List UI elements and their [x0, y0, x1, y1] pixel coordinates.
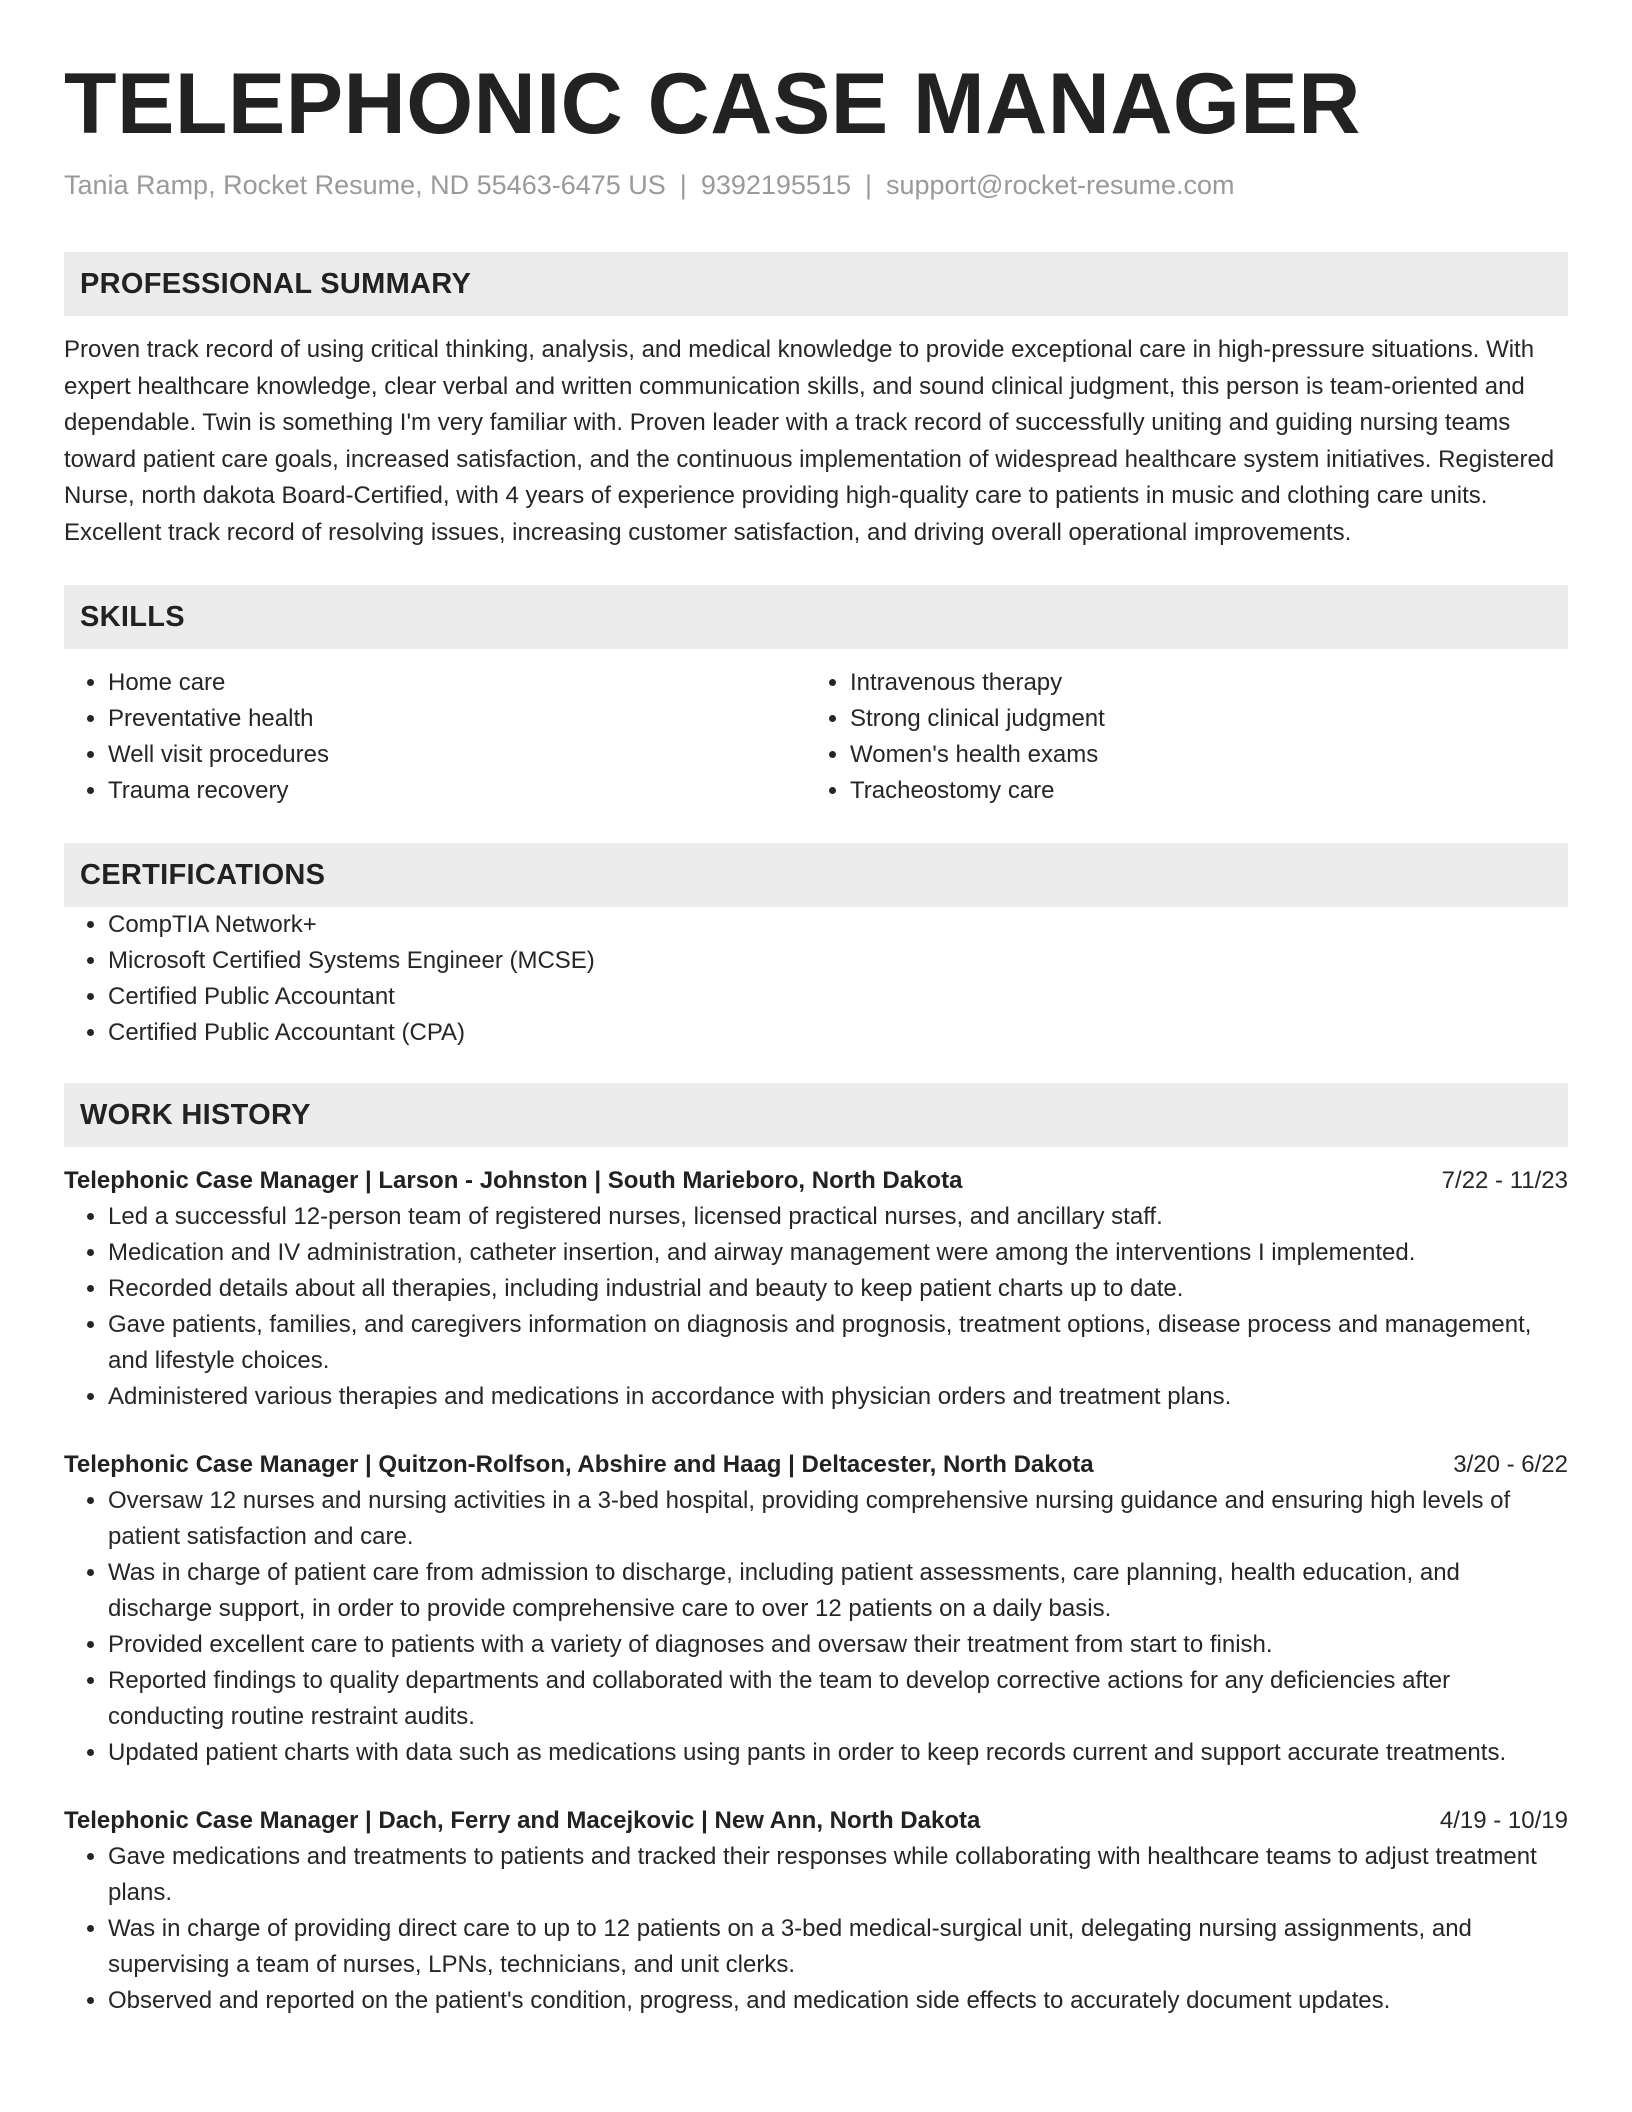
- job-bullet: • Administered various therapies and medications in accordance with physician orders and treatment plans.: [108, 1379, 1568, 1415]
- skills-column-left: [64, 665, 806, 809]
- job-bullet: • Led a successful 12-person team of registered nurses, licensed practical nurses, and ancillary staff.: [108, 1199, 1568, 1235]
- page-title: TELEPHONIC CASE MANAGER: [64, 56, 1361, 152]
- job-header: [64, 1447, 1568, 1483]
- skill-item: • Intravenous therapy: [850, 665, 1548, 701]
- job-bullet: • Oversaw 12 nurses and nursing activities in a 3-bed hospital, providing comprehensive nursing guidance and ensuring high levels of patient satisfaction and care.: [108, 1483, 1568, 1555]
- job-dates: 3/20 - 6/22: [1453, 1451, 1568, 1478]
- contact-email: support@rocket-resume.com: [886, 170, 1235, 200]
- job-title: Telephonic Case Manager | Dach, Ferry and Macejkovic | New Ann, North Dakota: [64, 1807, 981, 1834]
- job-bullet: • Was in charge of providing direct care to up to 12 patients on a 3-bed medical-surgical unit, delegating nursing assignments, and supervising a team of nurses, LPNs, technicians, and unit clerks.: [108, 1911, 1568, 1983]
- job-bullet: • Gave medications and treatments to patients and tracked their responses while collaborating with healthcare teams to adjust treatment plans.: [108, 1839, 1568, 1911]
- job-bullet: • Medication and IV administration, catheter insertion, and airway management were among the interventions I implemented.: [108, 1235, 1568, 1271]
- certification-item: • Microsoft Certified Systems Engineer (MCSE): [108, 943, 1568, 979]
- section-header-skills: SKILLS: [64, 585, 1568, 649]
- job-entry: [64, 1163, 1568, 1415]
- job-dates: 4/19 - 10/19: [1439, 1807, 1568, 1834]
- job-title: Telephonic Case Manager | Quitzon-Rolfson, Abshire and Haag | Deltacester, North Dakota: [64, 1451, 1094, 1478]
- contact-line: [64, 168, 1568, 202]
- certification-item: • Certified Public Accountant (CPA): [108, 1015, 1568, 1051]
- job-bullet: • Gave patients, families, and caregivers information on diagnosis and prognosis, treatment options, disease process and management, and lifestyle choices.: [108, 1307, 1568, 1379]
- contact-separator: |: [679, 170, 687, 200]
- job-entry: [64, 1447, 1568, 1771]
- contact-address: Tania Ramp, Rocket Resume, ND 55463-6475 US: [64, 170, 666, 200]
- certifications-list: [64, 907, 1568, 1051]
- section-header-work-history: WORK HISTORY: [64, 1083, 1568, 1147]
- job-bullet: • Was in charge of patient care from admission to discharge, including patient assessments, care planning, health education, and discharge support, in order to provide comprehensive care to over 12 patients on a daily basis.: [108, 1555, 1568, 1627]
- section-header-summary: PROFESSIONAL SUMMARY: [64, 252, 1568, 316]
- summary-text: Proven track record of using critical thinking, analysis, and medical knowledge to provide exceptional care in high-pressure situations. With expert healthcare knowledge, clear verbal and written communication skills, and sound clinical judgment, this person is team-oriented and dependable. Twin is something I'm very familiar with. Proven leader with a track record of successfully uniting and guiding nursing teams toward patient care goals, increased satisfaction, and the continuous implementation of widespread healthcare system initiatives. Registered Nurse, north dakota Board-Certified, with 4 years of experience providing high-quality care to patients in music and clothing care units. Excellent track record of resolving issues, increasing customer satisfaction, and driving overall operational improvements.: [64, 336, 1555, 546]
- skill-item: • Tracheostomy care: [850, 773, 1548, 809]
- certification-item: • CompTIA Network+: [108, 907, 1568, 943]
- job-title: Telephonic Case Manager | Larson - Johnston | South Marieboro, North Dakota: [64, 1167, 963, 1194]
- job-bullet: • Recorded details about all therapies, including industrial and beauty to keep patient charts up to date.: [108, 1271, 1568, 1307]
- skill-item: • Well visit procedures: [108, 737, 806, 773]
- contact-separator: |: [864, 170, 872, 200]
- section-header-certifications: CERTIFICATIONS: [64, 843, 1568, 907]
- skill-item: • Trauma recovery: [108, 773, 806, 809]
- skill-item: • Preventative health: [108, 701, 806, 737]
- skills-list-right: [806, 665, 1548, 809]
- job-bullet: • Observed and reported on the patient's condition, progress, and medication side effects to accurately document updates.: [108, 1983, 1568, 2019]
- job-bullet: • Updated patient charts with data such as medications using pants in order to keep records current and support accurate treatments.: [108, 1735, 1568, 1771]
- job-bullet: • Provided excellent care to patients with a variety of diagnoses and oversaw their treatment from start to finish.: [108, 1627, 1568, 1663]
- job-entry: [64, 1803, 1568, 2019]
- job-bullets: [64, 1199, 1568, 1415]
- job-dates: 7/22 - 11/23: [1441, 1167, 1568, 1194]
- skills-list-left: [64, 665, 806, 809]
- skill-item: • Women's health exams: [850, 737, 1548, 773]
- skills-column-right: [806, 665, 1548, 809]
- certification-item: • Certified Public Accountant: [108, 979, 1568, 1015]
- job-header: [64, 1803, 1568, 1839]
- job-bullets: [64, 1839, 1568, 2019]
- job-bullet: • Reported findings to quality departments and collaborated with the team to develop corrective actions for any deficiencies after conducting routine restraint audits.: [108, 1663, 1568, 1735]
- skills-grid: [64, 665, 1568, 809]
- contact-phone: 9392195515: [700, 170, 851, 200]
- skill-item: • Strong clinical judgment: [850, 701, 1548, 737]
- skill-item: • Home care: [108, 665, 806, 701]
- job-bullets: [64, 1483, 1568, 1771]
- job-header: [64, 1163, 1568, 1199]
